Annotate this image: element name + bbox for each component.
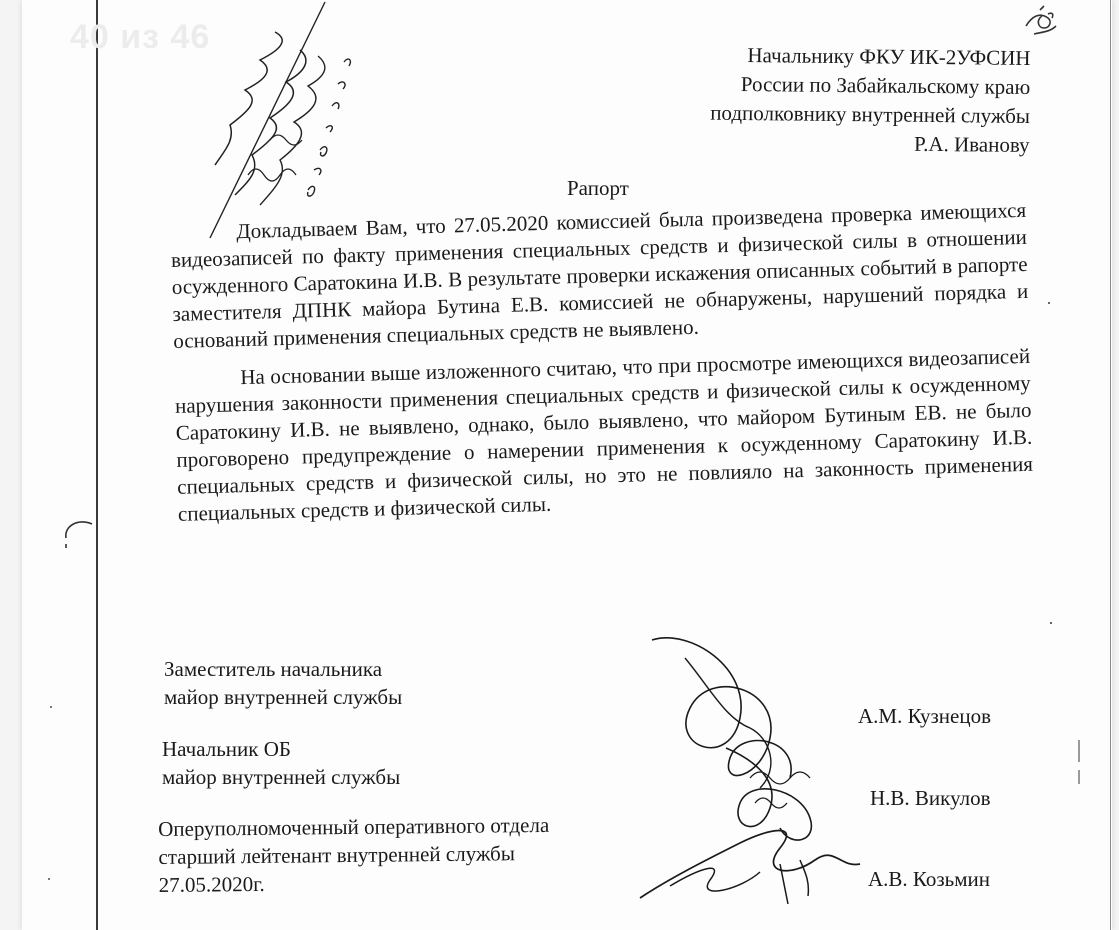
binder-hole-mark: [58, 516, 98, 556]
addressee-line-3: подполковнику внутренней службы: [710, 100, 1031, 128]
resolution-scribble-1: [215, 32, 282, 165]
signatory-1-rank: майор внутренней службы: [164, 685, 403, 709]
addressee-line-1: Начальнику ФКУ ИК-2УФСИН: [747, 43, 1031, 70]
addressee-line-2: России по Забайкальскому краю: [741, 71, 1031, 99]
signature-3: [640, 831, 860, 899]
signatory-2-title: [162, 735, 400, 791]
handwritten-signatures: [630, 628, 890, 918]
addressee-block: [710, 41, 1031, 160]
corner-registration-mark: [1020, 4, 1060, 40]
page-right-edge: [1110, 0, 1111, 930]
signature-2: [726, 748, 811, 840]
document-date: 27.05.2020г.: [158, 871, 265, 897]
signatory-3-title: [158, 811, 550, 899]
page-counter: 40 из 46: [70, 18, 211, 56]
resolution-digits: [308, 59, 351, 196]
signatory-3-rank: старший лейтенант внутренней службы: [158, 841, 516, 869]
signatory-2-name: Н.В. Викулов: [870, 786, 991, 810]
signatory-1-name: А.М. Кузнецов: [858, 704, 992, 728]
signatory-3-name: А.В. Козьмин: [868, 867, 991, 891]
body-paragraph-1: Докладываем Вам, что 27.05.2020 комиссией была произведена проверка имеющихся видеозаписей по факту применения специальных средств и физической силы в отношении осужденного Саратокина И.В. В результате проверки искажения описанных событий в рапорте заместителя ДПНК майора Бутина Е.В. комиссией не обнаружены, нарушений порядка и оснований применения специальных средств не выявлено.: [170, 197, 1029, 353]
signatory-1-title: [164, 655, 402, 711]
body-paragraph-2: На основании выше изложенного считаю, что при просмотре имеющихся видеозаписей нарушения законности применения специальных средств и физической силы к осужденному Саратокину И.В. не выявлено, однако, было выявлено, что майором Бутиным ЕВ. не было проговорено предупреждение о намерении применения к осужденному Саратокину И.В. специальных средств и физической силы, но это не повлияло на законность применения специальных средств и физической силы.: [174, 343, 1034, 526]
document-title: Рапорт: [567, 176, 629, 200]
signature-3-flourish: [670, 860, 808, 904]
signatory-3-position: Оперуполномоченный оперативного отдела: [158, 812, 550, 841]
addressee-line-4: Р.А. Иванову: [914, 131, 1031, 157]
signatory-1-position: Заместитель начальника: [164, 657, 383, 681]
handwritten-resolution: [190, 0, 370, 240]
signatory-2-rank: майор внутренней службы: [162, 765, 401, 789]
page-left-edge: [96, 0, 98, 930]
resolution-slash: [210, 2, 325, 238]
document-body: [170, 197, 1034, 539]
signatory-2-position: Начальник ОБ: [162, 737, 291, 761]
